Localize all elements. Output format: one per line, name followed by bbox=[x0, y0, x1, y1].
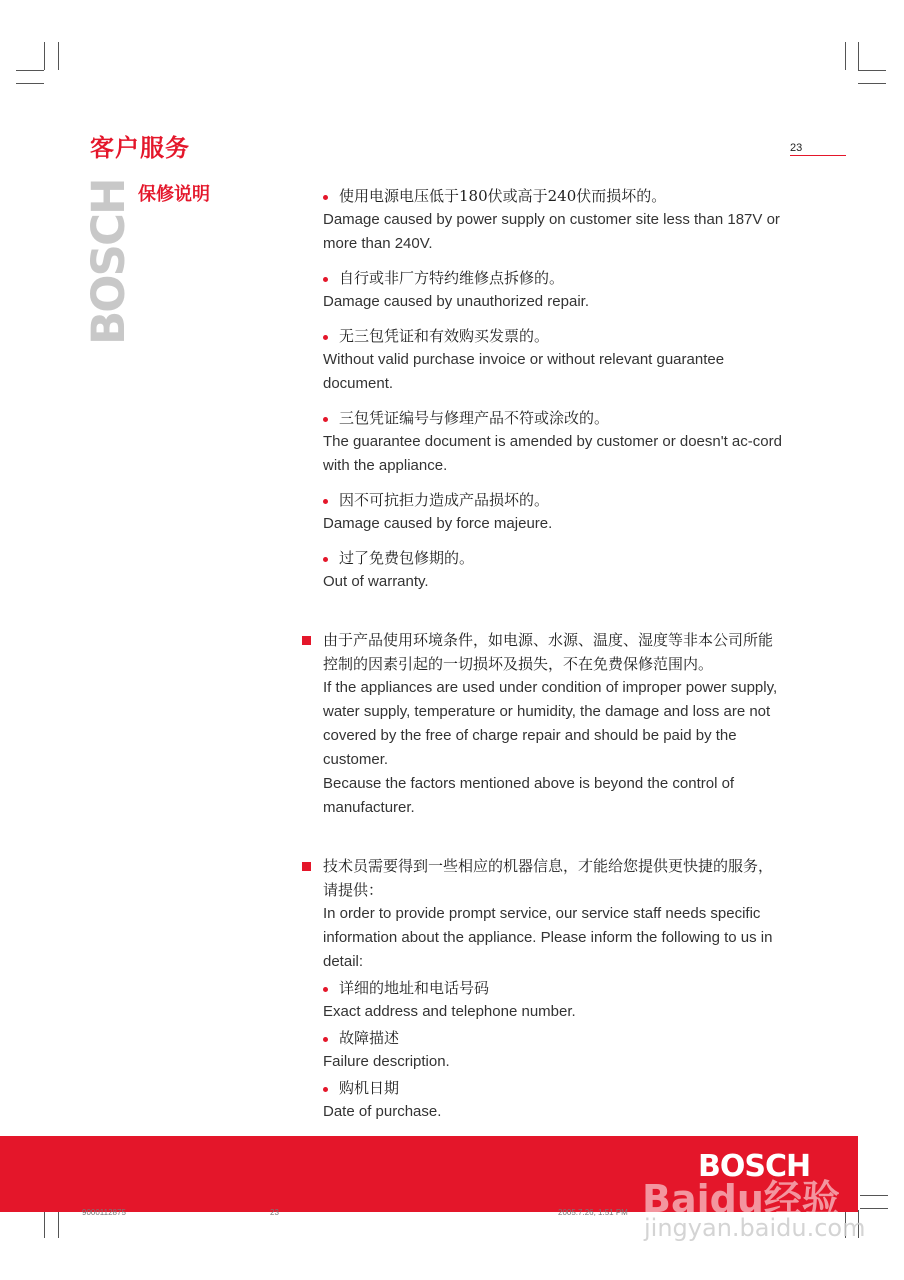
exclusion-item bbox=[323, 546, 785, 594]
page-number-underline bbox=[790, 155, 846, 156]
info-cn: 技术员需要得到一些相应的机器信息，才能给您提供更快捷的服务，请提供： bbox=[323, 857, 774, 899]
crop-mark bbox=[860, 1208, 888, 1209]
watermark-url: jingyan.baidu.com bbox=[644, 1214, 866, 1242]
conditions-section bbox=[323, 628, 785, 820]
info-item-en: Failure description. bbox=[323, 1053, 450, 1070]
crop-mark bbox=[858, 83, 886, 84]
info-item bbox=[323, 1026, 785, 1074]
info-item bbox=[323, 1076, 785, 1124]
info-item bbox=[323, 976, 785, 1024]
crop-mark bbox=[44, 1210, 45, 1238]
info-item-cn: 详细的地址和电话号码 bbox=[323, 976, 785, 1000]
footer-bosch-logo: BOSCH bbox=[698, 1149, 811, 1184]
info-item-en: Exact address and telephone number. bbox=[323, 1003, 576, 1020]
crop-mark bbox=[858, 42, 859, 70]
crop-mark bbox=[16, 83, 44, 84]
conditions-en-note: Because the factors mentioned above is beyond the control of manufacturer. bbox=[323, 775, 735, 816]
crop-mark bbox=[860, 1195, 888, 1196]
exclusion-cn: 自行或非厂方特约维修点拆修的。 bbox=[323, 266, 785, 290]
exclusion-item bbox=[323, 488, 785, 536]
exclusion-en: Out of warranty. bbox=[323, 573, 429, 590]
exclusion-item bbox=[323, 184, 785, 256]
exclusion-en: The guarantee document is amended by customer or doesn't ac-cord with the appliance. bbox=[323, 433, 782, 474]
info-en: In order to provide prompt service, our service staff needs specific information about the appliance. Please inform the following to us in detail: bbox=[323, 905, 773, 970]
conditions-cn: 由于产品使用环境条件，如电源、水源、温度、湿度等非本公司所能控制的因素引起的一切损坏及损失，不在免费保修范围内。 bbox=[323, 631, 774, 673]
exclusion-item bbox=[323, 324, 785, 396]
info-item-en: Date of purchase. bbox=[323, 1103, 442, 1120]
section-subtitle: 保修说明 bbox=[138, 184, 210, 205]
crop-mark bbox=[845, 42, 846, 70]
print-timestamp: 2005.7.26, 1:51 PM bbox=[558, 1208, 628, 1217]
exclusion-item bbox=[323, 406, 785, 478]
footer-page-number: 23 bbox=[270, 1208, 279, 1217]
exclusion-cn: 无三包凭证和有效购买发票的。 bbox=[323, 324, 785, 348]
info-section bbox=[323, 854, 785, 1124]
exclusion-cn: 因不可抗拒力造成产品损坏的。 bbox=[323, 488, 785, 512]
crop-mark bbox=[58, 42, 59, 70]
exclusion-cn: 三包凭证编号与修理产品不符或涂改的。 bbox=[323, 406, 785, 430]
bosch-vertical-logo: BOSCH bbox=[82, 179, 135, 345]
crop-mark bbox=[58, 1210, 59, 1238]
crop-mark bbox=[858, 70, 886, 71]
exclusion-en: Without valid purchase invoice or without relevant guarantee document. bbox=[323, 351, 725, 392]
exclusion-en: Damage caused by power supply on customer site less than 187V or more than 240V. bbox=[323, 211, 780, 252]
page-number: 23 bbox=[790, 142, 803, 154]
conditions-en: If the appliances are used under condition of improper power supply, water supply, temperature or humidity, the damage and loss are not covered by the free of charge repair and should be paid by the customer. bbox=[323, 679, 778, 768]
section-marker-icon bbox=[302, 862, 311, 871]
section-marker-icon bbox=[302, 636, 311, 645]
crop-mark bbox=[44, 42, 45, 70]
exclusion-item bbox=[323, 266, 785, 314]
exclusion-en: Damage caused by unauthorized repair. bbox=[323, 293, 590, 310]
exclusion-en: Damage caused by force majeure. bbox=[323, 515, 553, 532]
doc-code: 9000112875 bbox=[82, 1208, 126, 1217]
baidu-watermark: Baidu经验 bbox=[642, 1177, 840, 1221]
warranty-content bbox=[323, 184, 785, 1124]
exclusion-cn: 过了免费包修期的。 bbox=[323, 546, 785, 570]
page-title: 客户服务 bbox=[90, 134, 190, 162]
info-item-cn: 故障描述 bbox=[323, 1026, 785, 1050]
info-item-cn: 购机日期 bbox=[323, 1076, 785, 1100]
crop-mark bbox=[16, 70, 44, 71]
exclusion-cn: 使用电源电压低于180伏或高于240伏而损坏的。 bbox=[323, 184, 785, 208]
